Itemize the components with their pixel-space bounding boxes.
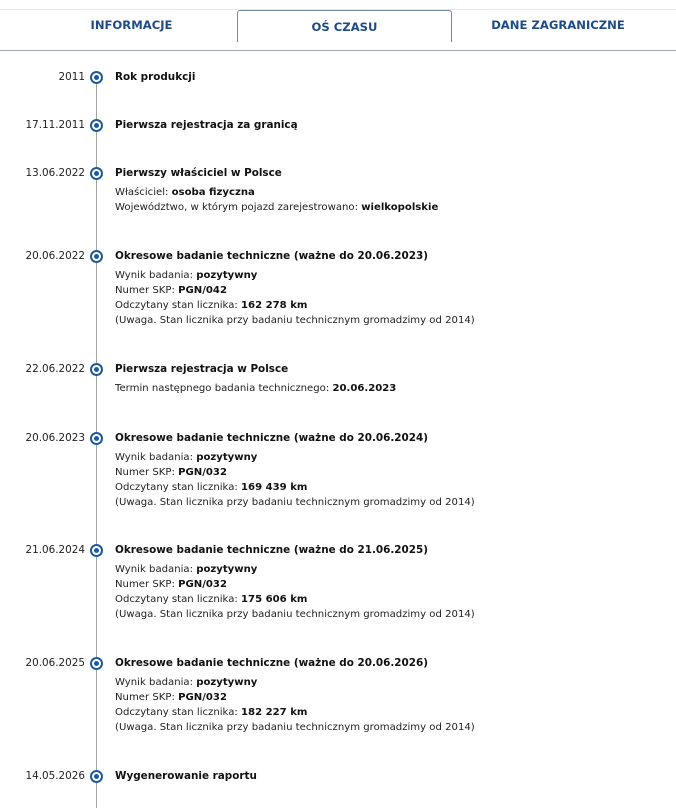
event-detail <box>115 497 475 508</box>
timeline-dot-icon <box>90 119 103 132</box>
event-detail <box>115 482 307 493</box>
event-detail <box>115 270 257 281</box>
detail-value: PGN/032 <box>178 692 227 703</box>
timeline-dot-icon <box>90 657 103 670</box>
detail-label: Termin następnego badania technicznego: <box>115 383 333 394</box>
detail-value: pozytywny <box>196 677 258 688</box>
event-title: Okresowe badanie techniczne (ważne do 20.06.2026) <box>115 657 428 669</box>
event-detail <box>115 594 307 605</box>
event-title: Rok produkcji <box>115 71 196 83</box>
detail-value: wielkopolskie <box>361 202 439 213</box>
detail-value: PGN/042 <box>178 285 227 296</box>
event-detail <box>115 467 227 478</box>
event-title: Wygenerowanie raportu <box>115 770 257 782</box>
event-date: 20.06.2023 <box>25 432 85 444</box>
detail-label: Numer SKP: <box>115 579 179 590</box>
event-detail <box>115 609 475 620</box>
tab-dane-zagraniczne[interactable]: DANE ZAGRANICZNE <box>491 18 625 32</box>
detail-value: 162 278 km <box>241 300 308 311</box>
detail-label: Wynik badania: <box>115 452 197 463</box>
detail-value: pozytywny <box>196 270 258 281</box>
event-detail <box>115 300 307 311</box>
event-date: 22.06.2022 <box>25 363 85 375</box>
event-date: 21.06.2024 <box>25 544 85 556</box>
timeline-dot-icon <box>90 71 103 84</box>
event-detail <box>115 564 257 575</box>
detail-value: 182 227 km <box>241 707 308 718</box>
tab-informacje[interactable]: INFORMACJE <box>90 18 173 32</box>
event-detail <box>115 692 227 703</box>
event-title: Okresowe badanie techniczne (ważne do 20.06.2023) <box>115 250 428 262</box>
timeline-dot-icon <box>90 544 103 557</box>
event-detail <box>115 383 396 394</box>
event-date: 20.06.2025 <box>25 657 85 669</box>
timeline-dot-icon <box>90 363 103 376</box>
detail-label: Wynik badania: <box>115 564 197 575</box>
detail-value: PGN/032 <box>178 579 227 590</box>
event-detail <box>115 677 257 688</box>
detail-label: (Uwaga. Stan licznika przy badaniu technicznym gromadzimy od 2014) <box>115 609 475 620</box>
timeline-dot-icon <box>90 167 103 180</box>
detail-label: Numer SKP: <box>115 692 179 703</box>
event-detail <box>115 452 257 463</box>
timeline-dot-icon <box>90 770 103 783</box>
detail-label: Odczytany stan licznika: <box>115 707 242 718</box>
event-detail <box>115 579 227 590</box>
event-title: Pierwsza rejestracja za granicą <box>115 119 298 131</box>
detail-label: Wynik badania: <box>115 270 197 281</box>
detail-label: Właściciel: <box>115 187 172 198</box>
timeline-dot-icon <box>90 250 103 263</box>
event-detail <box>115 202 438 213</box>
detail-label: Wynik badania: <box>115 677 197 688</box>
detail-label: Numer SKP: <box>115 285 179 296</box>
timeline-dot-icon <box>90 432 103 445</box>
event-detail <box>115 285 227 296</box>
event-title: Pierwsza rejestracja w Polsce <box>115 363 289 375</box>
detail-label: Odczytany stan licznika: <box>115 300 242 311</box>
event-title: Okresowe badanie techniczne (ważne do 20.06.2024) <box>115 432 428 444</box>
detail-label: Odczytany stan licznika: <box>115 594 242 605</box>
detail-label: (Uwaga. Stan licznika przy badaniu technicznym gromadzimy od 2014) <box>115 722 475 733</box>
event-date: 2011 <box>58 71 85 83</box>
detail-label: Odczytany stan licznika: <box>115 482 242 493</box>
event-title: Okresowe badanie techniczne (ważne do 21.06.2025) <box>115 544 428 556</box>
event-date: 14.05.2026 <box>25 770 85 782</box>
event-detail <box>115 722 475 733</box>
event-detail <box>115 187 255 198</box>
event-detail <box>115 315 475 326</box>
detail-value: pozytywny <box>196 452 258 463</box>
detail-value: pozytywny <box>196 564 258 575</box>
tab-os-czasu[interactable]: OŚ CZASU <box>237 10 452 42</box>
detail-value: PGN/032 <box>178 467 227 478</box>
event-detail <box>115 707 307 718</box>
event-title: Pierwszy właściciel w Polsce <box>115 167 282 179</box>
detail-label: (Uwaga. Stan licznika przy badaniu technicznym gromadzimy od 2014) <box>115 315 475 326</box>
detail-value: 175 606 km <box>241 594 308 605</box>
detail-value: 20.06.2023 <box>332 383 397 394</box>
detail-value: osoba fizyczna <box>171 187 255 198</box>
detail-label: Województwo, w którym pojazd zarejestrowano: <box>115 202 362 213</box>
event-date: 13.06.2022 <box>25 167 85 179</box>
detail-label: Numer SKP: <box>115 467 179 478</box>
event-date: 20.06.2022 <box>25 250 85 262</box>
event-date: 17.11.2011 <box>25 119 85 131</box>
detail-label: (Uwaga. Stan licznika przy badaniu technicznym gromadzimy od 2014) <box>115 497 475 508</box>
detail-value: 169 439 km <box>241 482 308 493</box>
